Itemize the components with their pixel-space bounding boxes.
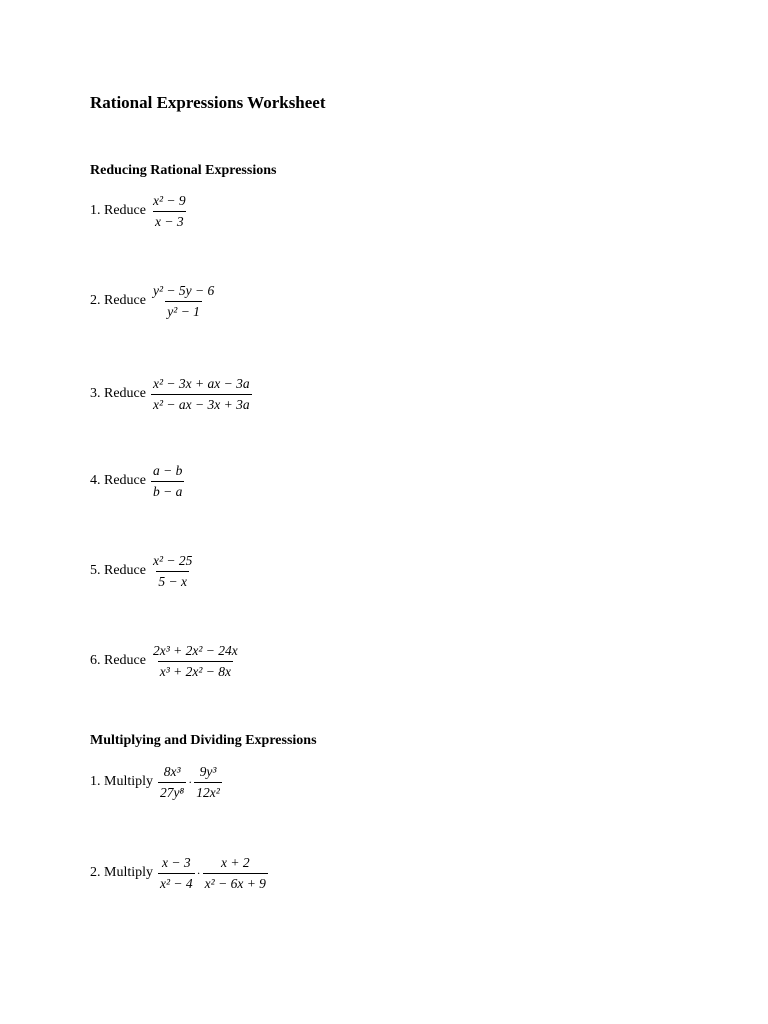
problem-label: 2. Multiply (90, 865, 154, 880)
problem-label: 5. Reduce (90, 563, 146, 578)
numerator: x² − 25 (152, 553, 193, 568)
problem-reduce-6 (90, 644, 240, 678)
fraction (158, 856, 195, 890)
fraction (151, 377, 252, 411)
denominator: 27y⁸ (158, 782, 186, 800)
problem-reduce-1 (90, 194, 188, 228)
problem-label: 1. Multiply (90, 774, 154, 789)
problem-reduce-5 (90, 554, 194, 588)
problem-label: 6. Reduce (90, 653, 146, 668)
denominator: 5 − x (156, 571, 189, 589)
denominator: x² − 6x + 9 (203, 873, 268, 891)
problem-label: 4. Reduce (90, 473, 146, 488)
fraction (203, 856, 268, 890)
problem-multiply-2 (90, 856, 268, 890)
fraction (194, 765, 222, 799)
problem-label: 3. Reduce (90, 386, 146, 401)
multiply-operator: · (196, 865, 201, 880)
numerator: a − b (152, 463, 183, 478)
section-heading-reducing: Reducing Rational Expressions (90, 163, 277, 178)
denominator: y² − 1 (165, 301, 202, 319)
fraction (151, 464, 184, 498)
multiply-operator: · (188, 774, 193, 789)
fraction (151, 644, 240, 678)
numerator: x + 2 (221, 855, 250, 870)
numerator: x − 3 (162, 855, 191, 870)
fraction (151, 194, 188, 228)
denominator: x − 3 (153, 211, 186, 229)
denominator: x² − ax − 3x + 3a (151, 394, 252, 412)
numerator: 8x³ (163, 764, 181, 779)
problem-reduce-2 (90, 284, 216, 318)
fraction (151, 284, 216, 318)
denominator: x³ + 2x² − 8x (158, 661, 233, 679)
fraction (151, 554, 194, 588)
problem-label: 1. Reduce (90, 203, 146, 218)
numerator: x² − 9 (152, 193, 186, 208)
problem-multiply-1 (90, 765, 222, 799)
numerator: y² − 5y − 6 (152, 283, 215, 298)
denominator: x² − 4 (158, 873, 195, 891)
problem-label: 2. Reduce (90, 293, 146, 308)
numerator: 2x³ + 2x² − 24x (152, 643, 238, 658)
denominator: 12x² (194, 782, 222, 800)
worksheet-title: Rational Expressions Worksheet (90, 93, 326, 112)
numerator: 9y³ (199, 764, 217, 779)
section-heading-multiplying: Multiplying and Dividing Expressions (90, 733, 317, 748)
problem-reduce-3 (90, 377, 252, 411)
fraction (158, 765, 186, 799)
numerator: x² − 3x + ax − 3a (152, 376, 250, 391)
problem-reduce-4 (90, 464, 184, 498)
denominator: b − a (151, 481, 184, 499)
